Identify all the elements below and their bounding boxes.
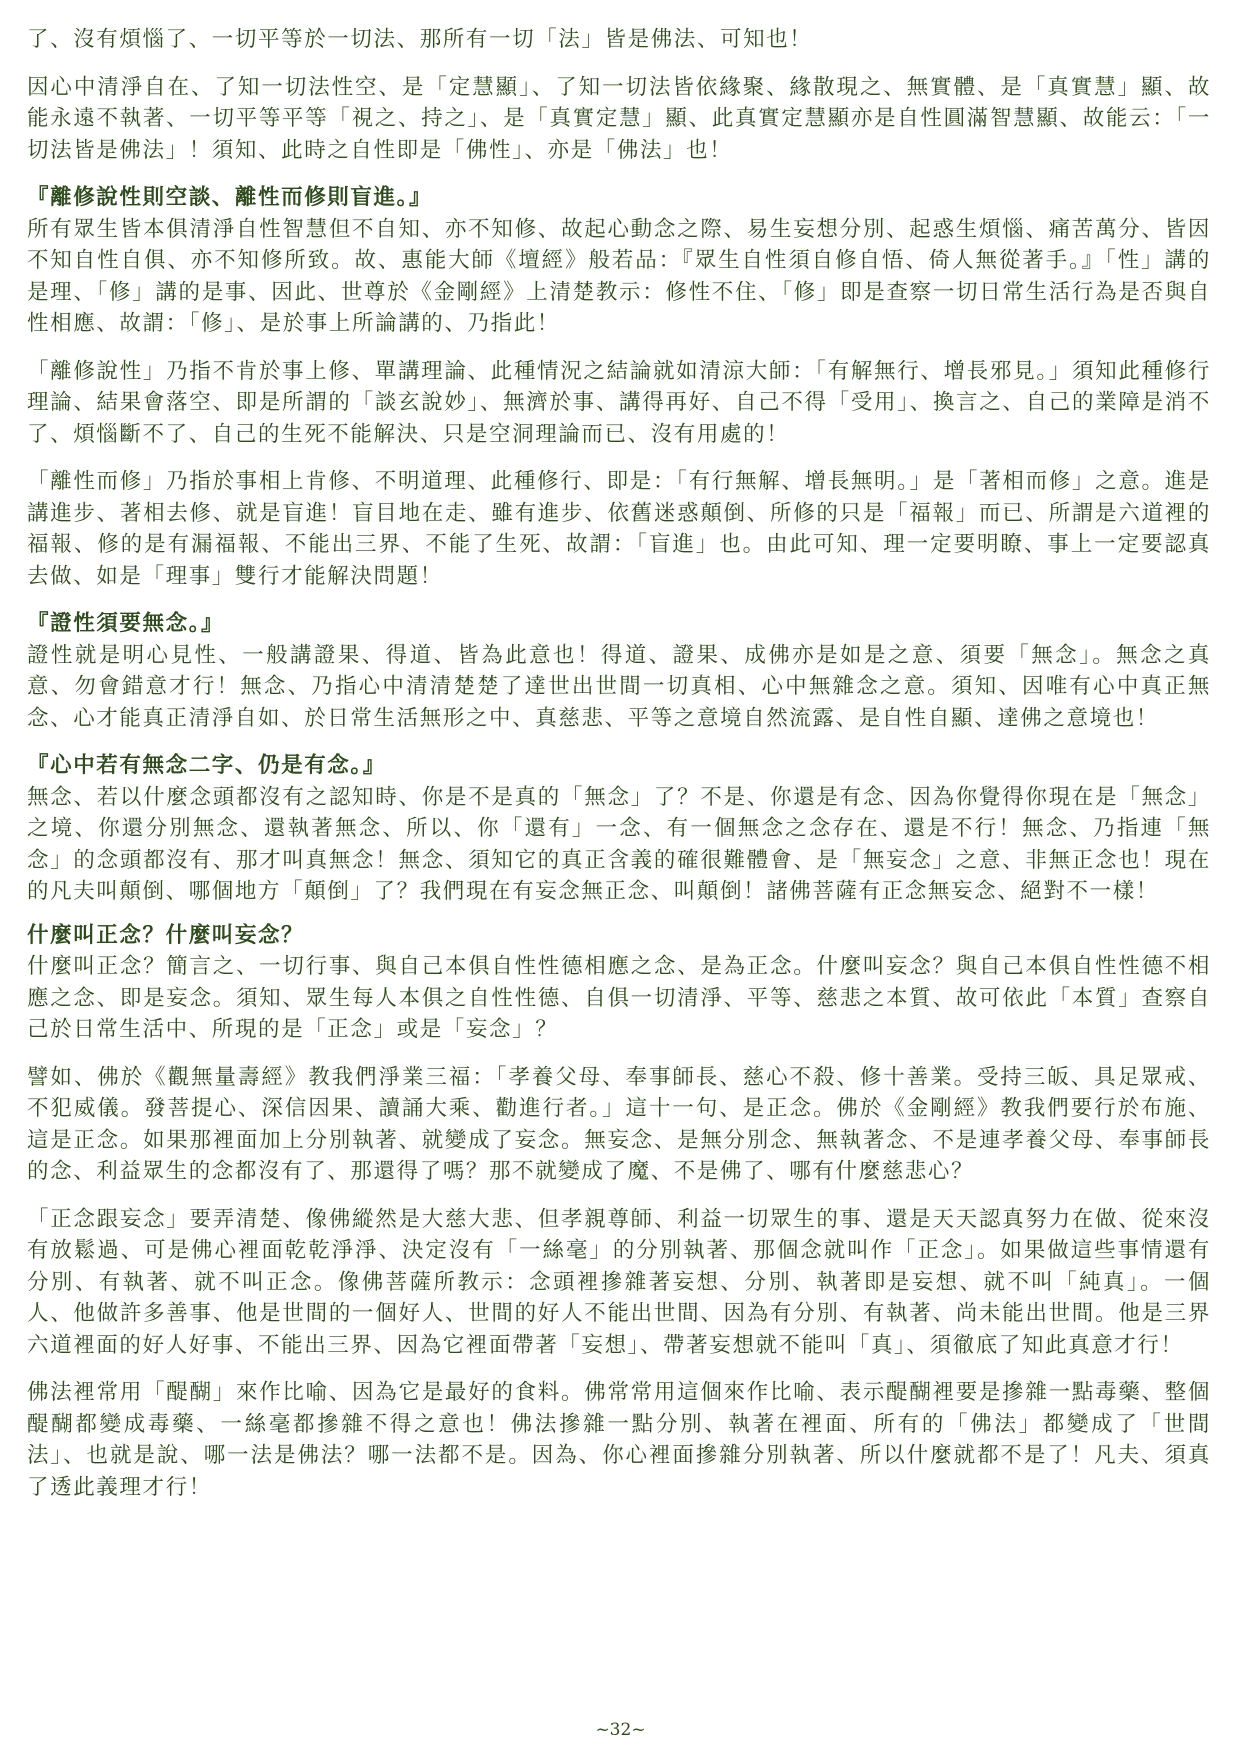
paragraph-5: 「離性而修」乃指於事相上肯修、不明道理、此種修行、即是：「有行無解、增長無明。」是「著相而修」之意。進是講進步、著相去修、就是盲進！盲目地在走、雖有進步、依舊迷惑顛倒、所修的只是「福報」而已、所謂是六道裡的福報、修的是有漏福報、不能出三界、不能了生死、故謂：「盲進」也。由此可知、理一定要明瞭、事上一定要認真去做、如是「理事」雙行才能解決問題！: [27, 469, 1211, 589]
section-heading-1: 『離修說性則空談、離性而修則盲進。』: [27, 185, 433, 210]
paragraph-8: 什麼叫正念？簡言之、一切行事、與自己本俱自性性德相應之念、是為正念。什麼叫妄念？與自己本俱自性性德不相應之念、即是妄念。須知、眾生每人本俱之自性性德、自俱一切清淨、平等、慈悲之本質、故可依此「本質」查察自己於日常生活中、所現的是「正念」或是「妄念」？: [27, 954, 1211, 1042]
paragraph-2: 因心中清淨自在、了知一切法性空、是「定慧顯」、了知一切法皆依緣聚、緣散現之、無實體、是「真實慧」顯、故能永遠不執著、一切平等平等「視之、持之」、是「真實定慧」顯、此真實定慧顯亦是自性圓滿智慧顯、故能云：「一切法皆是佛法」！須知、此時之自性即是「佛性」、亦是「佛法」也！: [27, 74, 1211, 163]
paragraph-4: 「離修說性」乃指不肯於事上修、單講理論、此種情況之結論就如清涼大師：「有解無行、增長邪見。」須知此種修行理論、結果會落空、即是所謂的「談玄說妙」、無濟於事、講得再好、自己不得「受用」、換言之、自己的業障是消不了、煩惱斷不了、自己的生死不能解決、只是空洞理論而已、沒有用處的！: [27, 358, 1211, 447]
section-heading-4: 什麼叫正念？什麼叫妄念？: [27, 922, 305, 948]
page-number: ~32~: [595, 1720, 646, 1740]
paragraph-10: 「正念跟妄念」要弄清楚、像佛縱然是大慈大悲、但孝親尊師、利益一切眾生的事、還是天天認真努力在做、從來沒有放鬆過、可是佛心裡面乾乾淨淨、決定沒有「一絲毫」的分別執著、那個念就叫作「正念」。如果做這些事情還有分別、有執著、就不叫正念。像佛菩薩所教示：念頭裡摻雜著妄想、分別、執著即是妄想、就不叫「純真」。一個人、他做許多善事、他是世間的一個好人、世間的好人不能出世間、因為有分別、有執著、尚未能出世間。他是三界六道裡面的好人好事、不能出三界、因為它裡面帶著「妄想」、帶著妄想就不能叫「真」、須徹底了知此真意才行！: [27, 1206, 1211, 1358]
paragraph-11: 佛法裡常用「醍醐」來作比喻、因為它是最好的食料。佛常常用這個來作比喻、表示醍醐裡要是摻雜一點毒藥、整個醍醐都變成毒藥、一絲毫都摻雜不得之意也！佛法摻雜一點分別、執著在裡面、所有的「佛法」都變成了「世間法」、也就是說、哪一法是佛法？哪一法都不是。因為、你心裡面摻雜分別執著、所以什麼就都不是了！凡夫、須真了透此義理才行！: [27, 1380, 1211, 1500]
section-heading-3: 『心中若有無念二字、仍是有念。』: [27, 753, 386, 778]
paragraph-7: 無念、若以什麼念頭都沒有之認知時、你是不是真的「無念」了？不是、你還是有念、因為你覺得你現在是「無念」之境、你還分別無念、還執著無念、所以、你「還有」一念、有一個無念之念存在、還是不行！無念、乃指連「無念」的念頭都沒有、那才叫真無念！無念、須知它的真正含義的確很難體會、是「無妄念」之意、非無正念也！現在的凡夫叫顛倒、哪個地方「顛倒」了？我們現在有妄念無正念、叫顛倒！諸佛菩薩有正念無妄念、絕對不一樣！: [27, 784, 1211, 904]
paragraph-9: 譬如、佛於《觀無量壽經》教我們淨業三福：「孝養父母、奉事師長、慈心不殺、修十善業。受持三皈、具足眾戒、不犯威儀。發菩提心、深信因果、讀誦大乘、勸進行者。」這十一句、是正念。佛於《金剛經》教我們要行於布施、這是正念。如果那裡面加上分別執著、就變成了妄念。無妄念、是無分別念、無執著念、不是連孝養父母、奉事師長的念、利益眾生的念都沒有了、那還得了嗎？那不就變成了魔、不是佛了、哪有什麼慈悲心？: [27, 1064, 1211, 1184]
section-heading-2: 『證性須要無念。』: [27, 611, 225, 636]
paragraph-3: 所有眾生皆本俱清淨自性智慧但不自知、亦不知修、故起心動念之際、易生妄想分別、起惑生煩惱、痛苦萬分、皆因不知自性自俱、亦不知修所致。故、惠能大師《壇經》般若品：『眾生自性須自修自悟、倚人無從著手。』「性」講的是理、「修」講的是事、因此、世尊於《金剛經》上清楚教示：修性不住、「修」即是查察一切日常生活行為是否與自性相應、故謂：「修」、是於事上所論講的、乃指此！: [27, 216, 1211, 336]
paragraph-1: 了、沒有煩惱了、一切平等於一切法、那所有一切「法」皆是佛法、可知也！: [27, 27, 813, 52]
paragraph-6: 證性就是明心見性、一般講證果、得道、皆為此意也！得道、證果、成佛亦是如是之意、須要「無念」。無念之真意、勿會錯意才行！無念、乃指心中清清楚楚了達世出世間一切真相、心中無雜念之意。須知、因唯有心中真正無念、心才能真正清淨自如、於日常生活無形之中、真慈悲、平等之意境自然流露、是自性自顯、達佛之意境也！: [27, 642, 1211, 731]
